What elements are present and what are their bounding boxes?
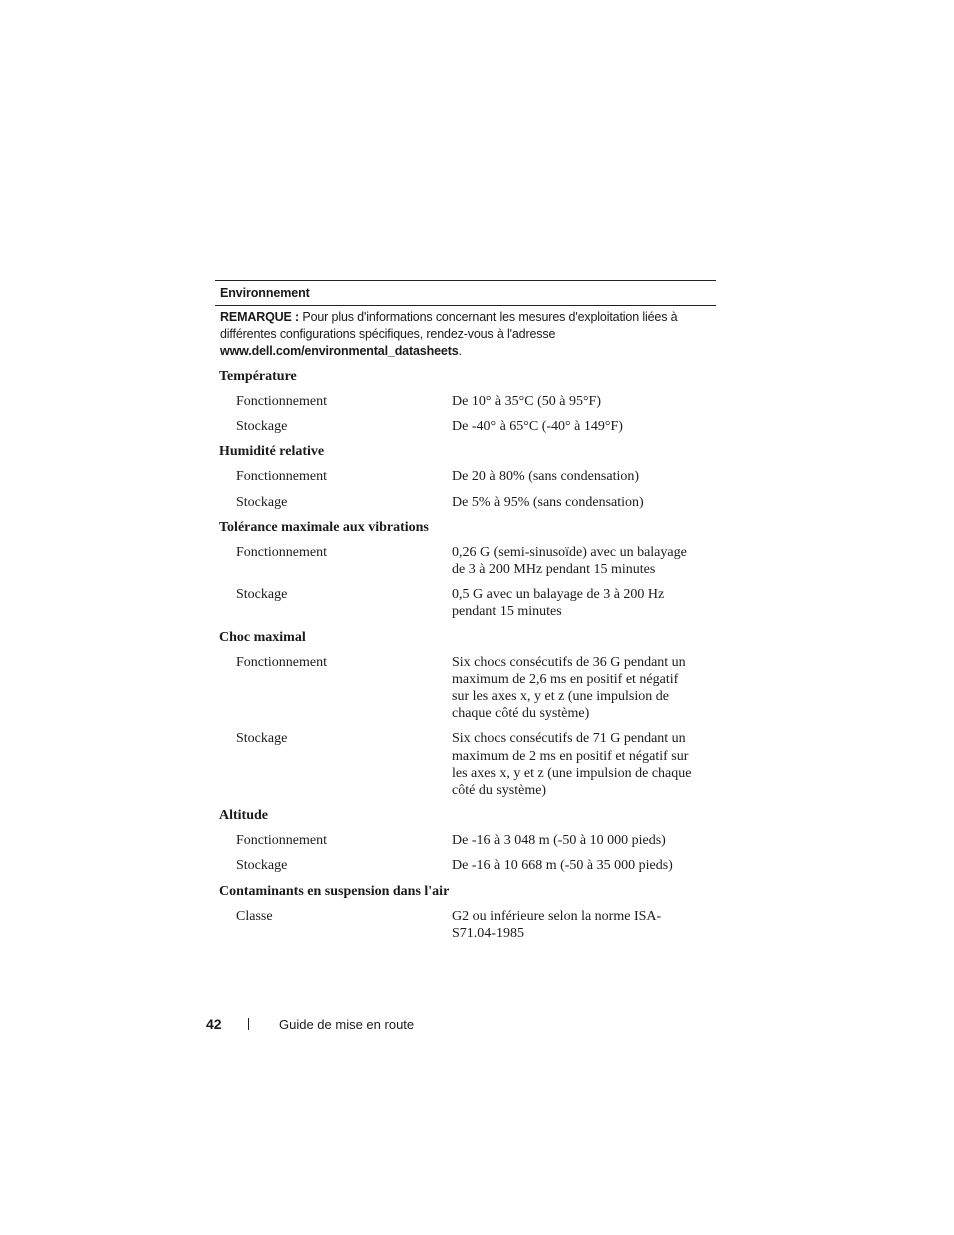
spec-label: Fonctionnement	[236, 544, 327, 560]
note-text: Pour plus d'informations concernant les mesures d'exploitation liées à différentes configurations spécifiques, rendez-vous à l'adresse	[220, 310, 678, 341]
spec-row	[219, 832, 716, 849]
spec-value: Six chocs consécutifs de 71 G pendant un maximum de 2 ms en positif et négatif sur les axes x, y et z (une impulsion de chaque côté du système)	[452, 731, 692, 799]
spec-row	[219, 908, 716, 942]
spec-label: Stockage	[236, 494, 288, 510]
spec-row	[219, 418, 716, 435]
spec-sections	[215, 368, 716, 942]
footer-separator	[248, 1018, 249, 1030]
spec-label: Stockage	[236, 419, 288, 435]
spec-label: Fonctionnement	[236, 469, 327, 485]
note-label: REMARQUE :	[220, 310, 300, 324]
spec-row	[219, 468, 716, 485]
spec-row	[219, 586, 716, 620]
spec-value: De 10° à 35°C (50 à 95°F)	[452, 394, 601, 409]
note	[215, 306, 680, 360]
guide-title: Guide de mise en route	[279, 1016, 415, 1032]
page-number: 42	[206, 1016, 222, 1032]
spec-value: De 5% à 95% (sans condensation)	[452, 494, 644, 510]
spec-row	[219, 544, 716, 578]
spec-value: De -16 à 10 668 m (-50 à 35 000 pieds)	[452, 858, 673, 874]
spec-row	[219, 654, 716, 723]
note-url: www.dell.com/environmental_datasheets	[220, 344, 459, 358]
spec-value: 0,26 G (semi-sinusoïde) avec un balayage de 3 à 200 MHz pendant 15 minutes	[452, 544, 687, 578]
spec-label: Fonctionnement	[236, 654, 327, 670]
section-title: Choc maximal	[219, 629, 306, 645]
spec-value: 0,5 G avec un balayage de 3 à 200 Hz pendant 15 minutes	[452, 587, 665, 620]
spec-row	[219, 730, 716, 799]
spec-value: De -16 à 3 048 m (-50 à 10 000 pieds)	[452, 833, 666, 849]
spec-label: Fonctionnement	[236, 833, 327, 849]
section-title: Tolérance maximale aux vibrations	[219, 519, 429, 535]
spec-row	[219, 857, 716, 874]
spec-label: Stockage	[236, 587, 288, 603]
spec-label: Stockage	[236, 858, 288, 874]
spec-label: Stockage	[236, 731, 288, 747]
spec-label: Fonctionnement	[236, 394, 327, 409]
spec-label: Classe	[236, 908, 273, 924]
section-title: Humidité relative	[219, 444, 325, 460]
table-header: Environnement	[220, 286, 310, 300]
page-footer	[206, 1014, 414, 1034]
spec-row	[219, 494, 716, 511]
spec-value: G2 ou inférieure selon la norme ISA-S71.04-1985	[452, 908, 662, 941]
spec-row	[219, 393, 716, 410]
section-title: Contaminants en suspension dans l'air	[219, 883, 450, 899]
section-title: Température	[219, 369, 297, 384]
spec-value: Six chocs consécutifs de 36 G pendant un maximum de 2,6 ms en positif et négatif sur les axes x, y et z (une impulsion de chaque côté du système)	[452, 654, 686, 722]
spec-value: De 20 à 80% (sans condensation)	[452, 469, 640, 485]
spec-value: De -40° à 65°C (-40° à 149°F)	[452, 419, 623, 435]
note-end: .	[458, 344, 462, 358]
section-title: Altitude	[219, 808, 268, 824]
environment-table	[215, 280, 716, 942]
